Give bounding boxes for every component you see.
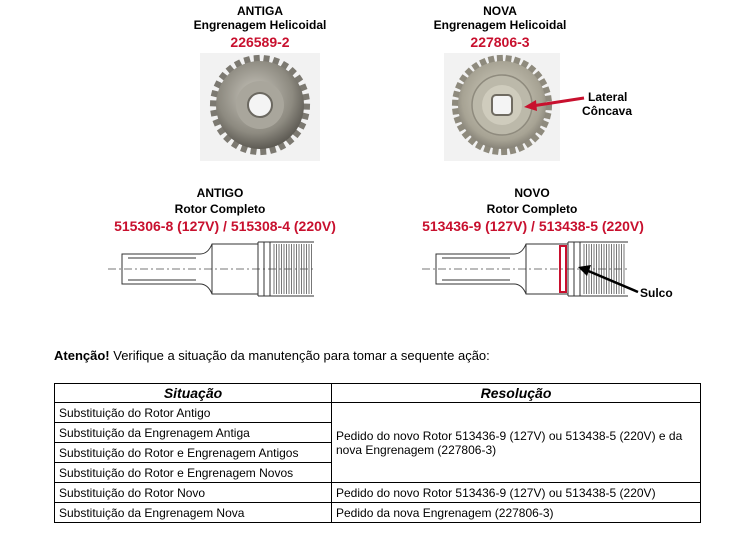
old-gear-label: ANTIGA — [237, 4, 283, 18]
old-gear-image — [200, 53, 320, 161]
concave-callout-line1: Lateral — [588, 90, 628, 104]
new-rotor-label: NOVO — [514, 186, 550, 200]
resolution-table — [54, 383, 701, 523]
attention-text: Verifique a situação da manutenção para tomar a sequente ação: — [109, 348, 490, 363]
new-gear-name: Engrenagem Helicoidal — [433, 18, 567, 32]
old-gear-code: 226589-2 — [230, 34, 290, 50]
old-rotor-label: ANTIGO — [196, 186, 244, 200]
groove-arrow — [572, 262, 642, 298]
groove-callout: Sulco — [640, 286, 673, 300]
situation-cell: Substituição da Engrenagem Antiga — [55, 423, 332, 443]
situation-cell: Substituição do Rotor e Engrenagem Novos — [55, 463, 332, 483]
new-rotor-name: Rotor Completo — [486, 202, 578, 216]
header-situacao: Situação — [55, 384, 332, 403]
new-gear-label: NOVA — [483, 4, 517, 18]
situation-cell: Substituição da Engrenagem Nova — [55, 503, 332, 523]
table-row — [55, 483, 701, 503]
resolution-cell: Pedido da nova Engrenagem (227806-3) — [332, 503, 701, 523]
table-row — [55, 503, 701, 523]
situation-cell: Substituição do Rotor Novo — [55, 483, 332, 503]
header-resolucao: Resolução — [332, 384, 701, 403]
old-rotor-name: Rotor Completo — [174, 202, 266, 216]
new-gear-code: 227806-3 — [470, 34, 530, 50]
attention-note — [54, 348, 490, 363]
attention-prefix: Atenção! — [54, 348, 110, 363]
situation-cell: Substituição do Rotor Antigo — [55, 403, 332, 423]
concave-callout-line2: Côncava — [582, 104, 633, 118]
table-header-row — [55, 384, 701, 403]
old-rotor-code: 515306-8 (127V) / 515308-4 (220V) — [114, 218, 336, 234]
old-rotor-drawing — [108, 238, 314, 308]
concave-arrow — [520, 88, 588, 118]
new-rotor-code: 513436-9 (127V) / 513438-5 (220V) — [422, 218, 644, 234]
resolution-cell: Pedido do novo Rotor 513436-9 (127V) ou 513438-5 (220V) e da nova Engrenagem (227806-3) — [332, 403, 701, 483]
resolution-cell: Pedido do novo Rotor 513436-9 (127V) ou 513438-5 (220V) — [332, 483, 701, 503]
old-gear-name: Engrenagem Helicoidal — [193, 18, 327, 32]
table-row — [55, 403, 701, 423]
situation-cell: Substituição do Rotor e Engrenagem Antigos — [55, 443, 332, 463]
